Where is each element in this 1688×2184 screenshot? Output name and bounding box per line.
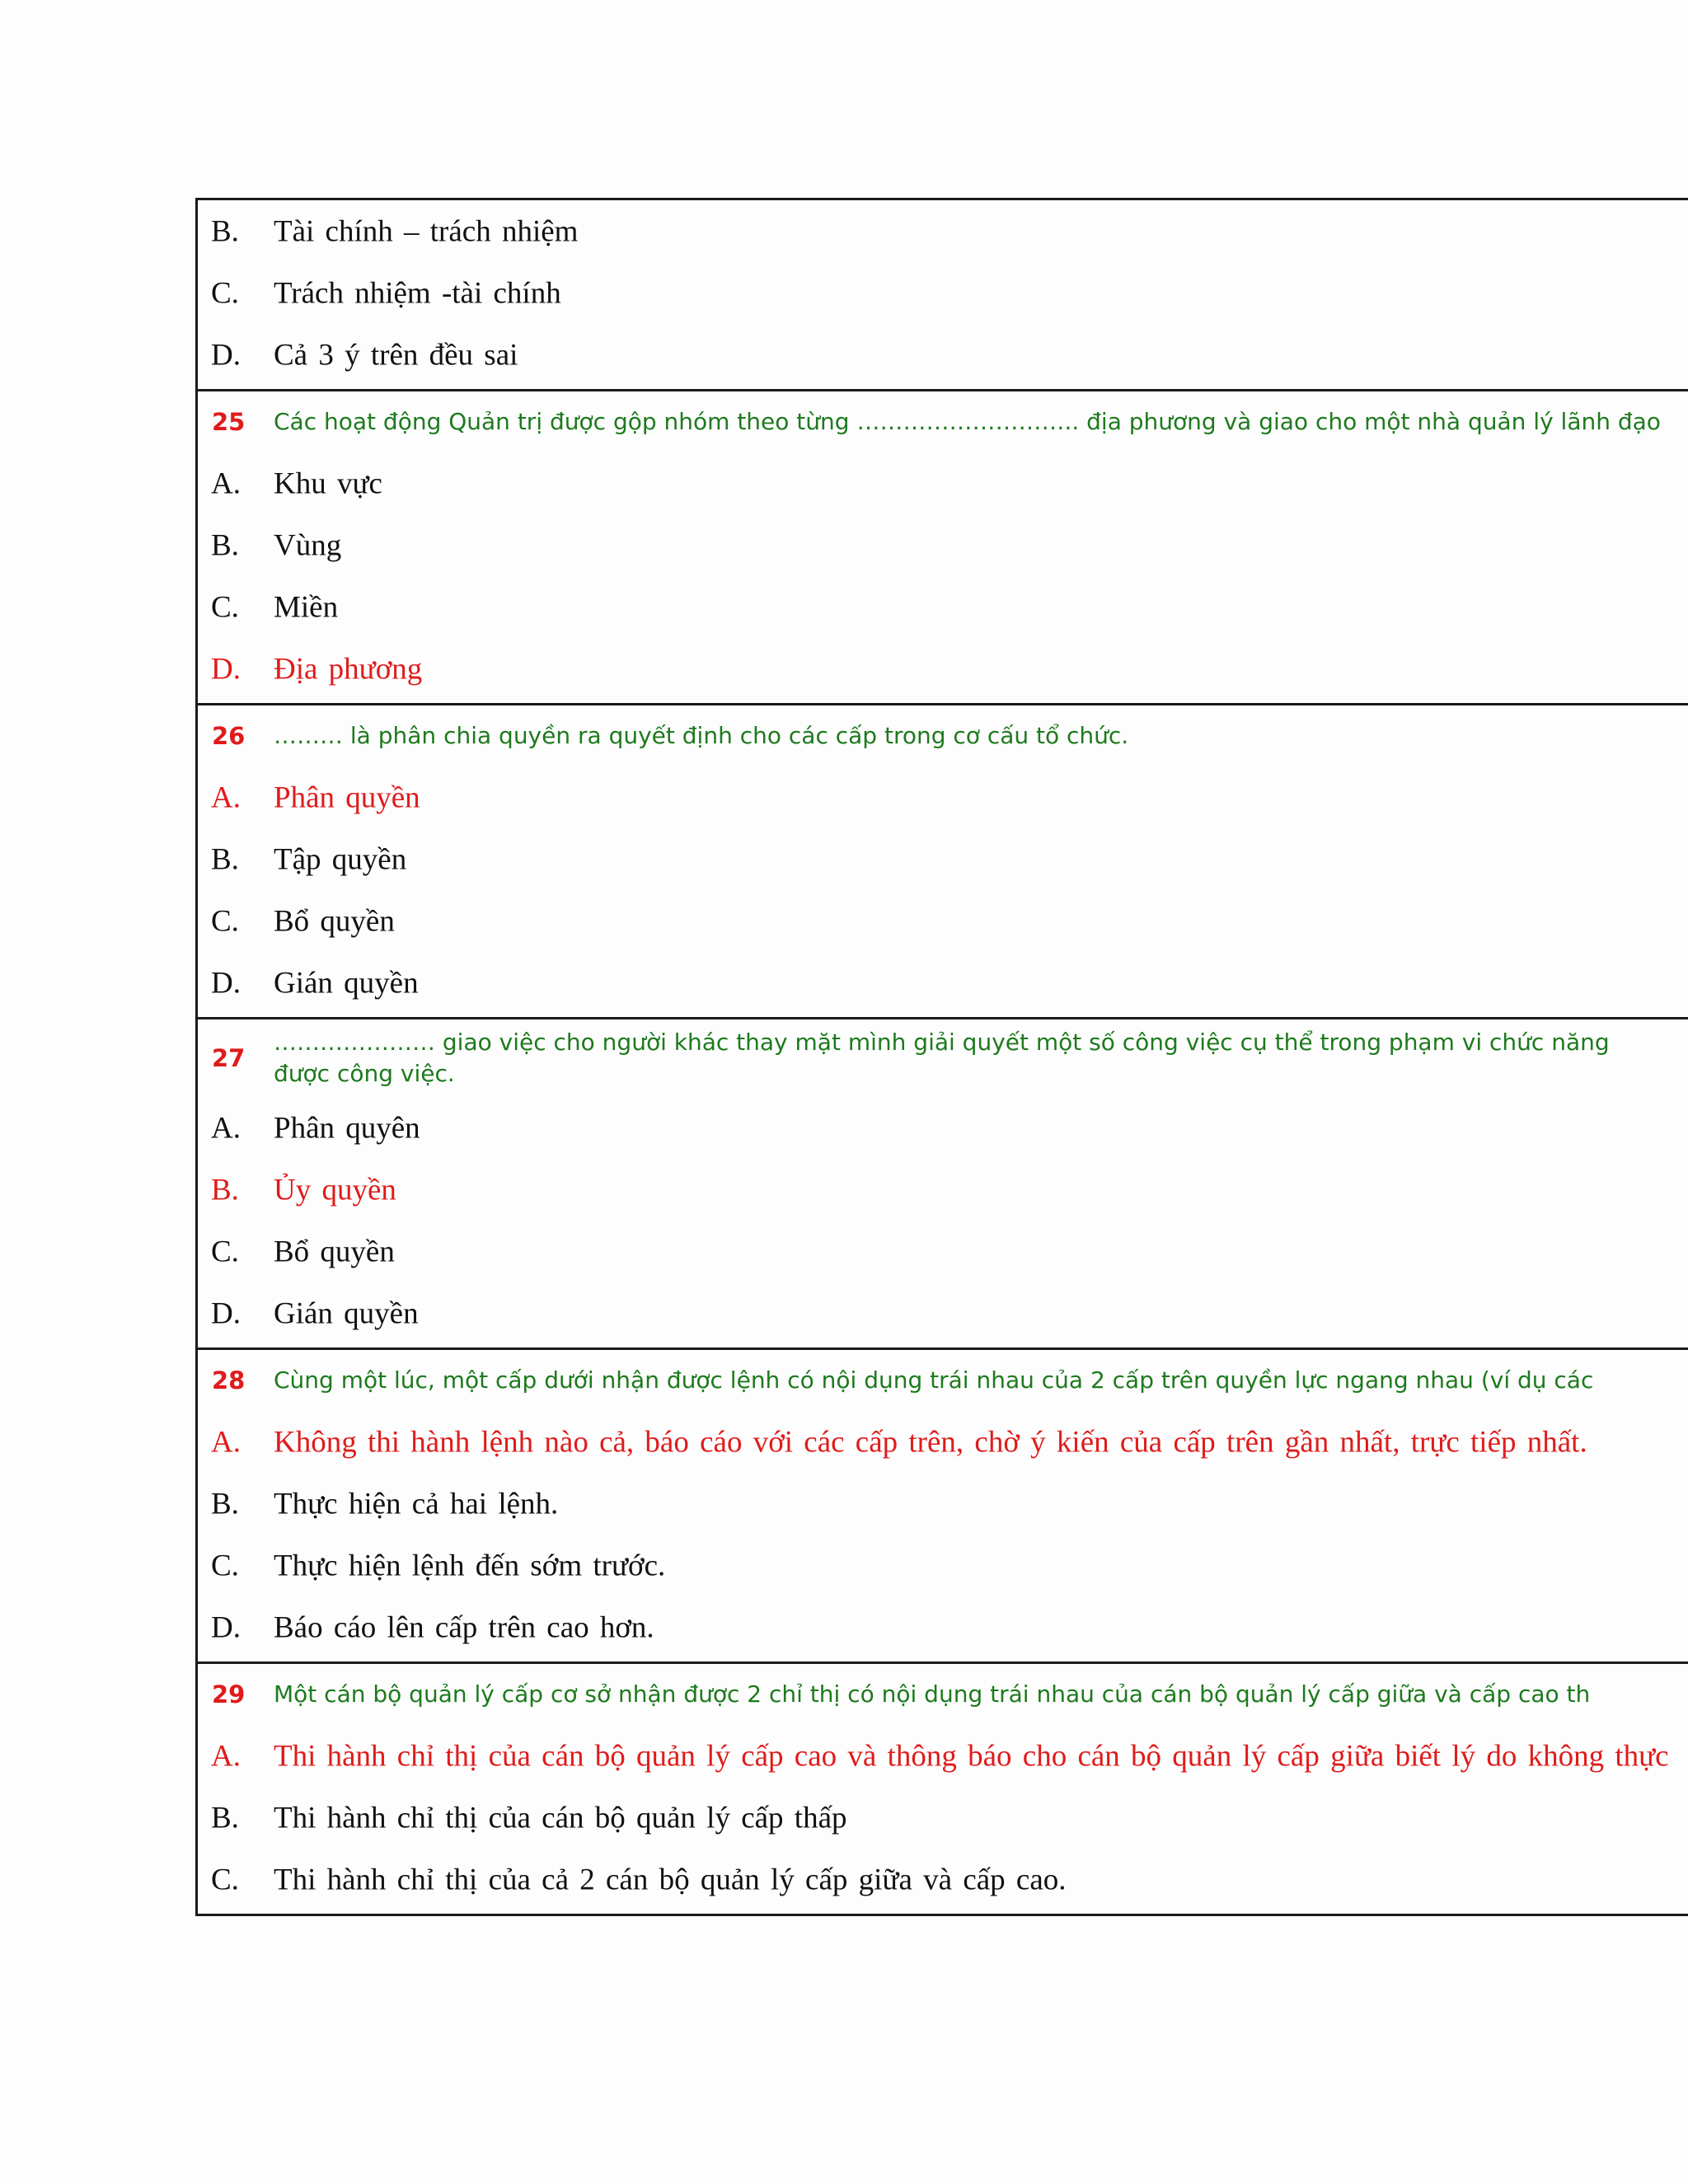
question-block (198, 1661, 1688, 1916)
answer-option (198, 1473, 1688, 1535)
question-number: 26 (212, 722, 246, 750)
option-letter: B. (211, 842, 239, 876)
answer-option-correct (198, 766, 1688, 828)
option-letter: D. (211, 966, 241, 1000)
question-block (198, 703, 1688, 1017)
question-row (198, 391, 1688, 452)
answer-option (198, 1535, 1688, 1596)
answer-option (198, 1596, 1688, 1658)
option-text: Địa phương (274, 652, 423, 686)
question-row (198, 705, 1688, 766)
question-number: 28 (212, 1366, 246, 1394)
question-number: 27 (212, 1044, 246, 1072)
question-row (198, 1019, 1688, 1097)
option-text: Thực hiện cả hai lệnh. (274, 1487, 559, 1521)
question-text (274, 1679, 1688, 1710)
option-letter: B. (211, 1487, 239, 1521)
question-text-line: ………………… giao việc cho người khác thay mặt mình giải quyết một số công việc cụ thể trong phạm vi chức năng (274, 1029, 1610, 1056)
answer-option (198, 1282, 1688, 1344)
option-text: Tài chính – trách nhiệm (274, 214, 579, 248)
option-letter: D. (211, 1610, 241, 1644)
option-text: Thi hành chỉ thị của cả 2 cán bộ quản lý cấp giữa và cấp cao. (274, 1863, 1067, 1896)
option-letter: A. (211, 1739, 241, 1773)
answer-option (198, 200, 1688, 262)
answer-option (198, 1097, 1688, 1159)
option-letter: C. (211, 276, 239, 310)
option-letter: A. (211, 1425, 241, 1459)
option-letter: A. (211, 1111, 241, 1145)
answer-option-correct (198, 1725, 1688, 1787)
option-text: Trách nhiệm -tài chính (274, 276, 561, 310)
answer-option (198, 262, 1688, 324)
question-text (274, 1365, 1688, 1396)
option-text: Miền (274, 590, 339, 624)
option-text: Ủy quyền (274, 1173, 396, 1207)
option-text: Thi hành chỉ thị của cán bộ quản lý cấp thấp (274, 1801, 847, 1835)
option-letter: B. (211, 1801, 239, 1835)
option-letter: C. (211, 1549, 239, 1582)
question-number: 25 (212, 408, 246, 436)
option-letter: B. (211, 214, 239, 248)
question-block (198, 389, 1688, 703)
option-letter: C. (211, 1863, 239, 1896)
question-text (274, 1027, 1688, 1090)
option-text: Bổ quyền (274, 904, 395, 938)
question-text (274, 406, 1688, 438)
answer-option (198, 952, 1688, 1014)
answer-option-correct (198, 1411, 1688, 1473)
question-text (274, 720, 1688, 752)
answer-option (198, 576, 1688, 638)
option-letter: D. (211, 1296, 241, 1330)
question-text-line: được công việc. (274, 1060, 455, 1087)
option-text: Thực hiện lệnh đến sớm trước. (274, 1549, 666, 1582)
answer-option (198, 452, 1688, 514)
option-letter: A. (211, 780, 241, 814)
answer-option (198, 1221, 1688, 1282)
quiz-table (195, 198, 1688, 1916)
question-row (198, 1350, 1688, 1411)
option-letter: D. (211, 338, 241, 372)
option-text: Cả 3 ý trên đều sai (274, 338, 518, 372)
option-letter: B. (211, 528, 239, 562)
option-text: Gián quyền (274, 966, 419, 1000)
answer-option (198, 514, 1688, 576)
question-block (198, 1347, 1688, 1661)
question-text-line: Các hoạt động Quản trị được gộp nhóm theo từng ……………………….. địa phương và giao cho một nhà quản lý lãnh đạo (274, 408, 1661, 435)
option-letter: B. (211, 1173, 239, 1207)
answer-option (198, 1787, 1688, 1849)
option-text: Phân quyền (274, 780, 420, 814)
question-row (198, 1664, 1688, 1725)
option-text: Vùng (274, 528, 342, 562)
question-block (198, 198, 1688, 389)
question-text-line: Một cán bộ quản lý cấp cơ sở nhận được 2 chỉ thị có nội dụng trái nhau của cán bộ quản lý cấp giữa và cấp cao th (274, 1680, 1591, 1708)
option-letter: D. (211, 652, 241, 686)
answer-option (198, 890, 1688, 952)
answer-option (198, 1849, 1688, 1910)
option-text: Phân quyên (274, 1111, 420, 1145)
option-text: Gián quyền (274, 1296, 419, 1330)
answer-option-correct (198, 638, 1688, 700)
question-text-line: Cùng một lúc, một cấp dưới nhận được lệnh có nội dụng trái nhau của 2 cấp trên quyền lực ngang nhau (ví dụ các (274, 1366, 1594, 1394)
option-text: Khu vực (274, 466, 382, 500)
question-number: 29 (212, 1680, 246, 1708)
option-text: Bổ quyền (274, 1235, 395, 1268)
option-letter: A. (211, 466, 241, 500)
option-letter: C. (211, 590, 239, 624)
option-text: Không thi hành lệnh nào cả, báo cáo với các cấp trên, chờ ý kiến của cấp trên gần nhất, trực tiếp nhất. (274, 1425, 1587, 1459)
answer-option (198, 324, 1688, 386)
question-block (198, 1017, 1688, 1347)
option-letter: C. (211, 1235, 239, 1268)
answer-option (198, 828, 1688, 890)
option-text: Tập quyền (274, 842, 407, 876)
option-text: Báo cáo lên cấp trên cao hơn. (274, 1610, 654, 1644)
option-text: Thi hành chỉ thị của cán bộ quản lý cấp cao và thông báo cho cán bộ quản lý cấp giữa biết lý do không thực (274, 1739, 1669, 1773)
question-text-line: ……… là phân chia quyền ra quyết định cho các cấp trong cơ cấu tổ chức. (274, 722, 1129, 749)
option-letter: C. (211, 904, 239, 938)
answer-option-correct (198, 1159, 1688, 1221)
